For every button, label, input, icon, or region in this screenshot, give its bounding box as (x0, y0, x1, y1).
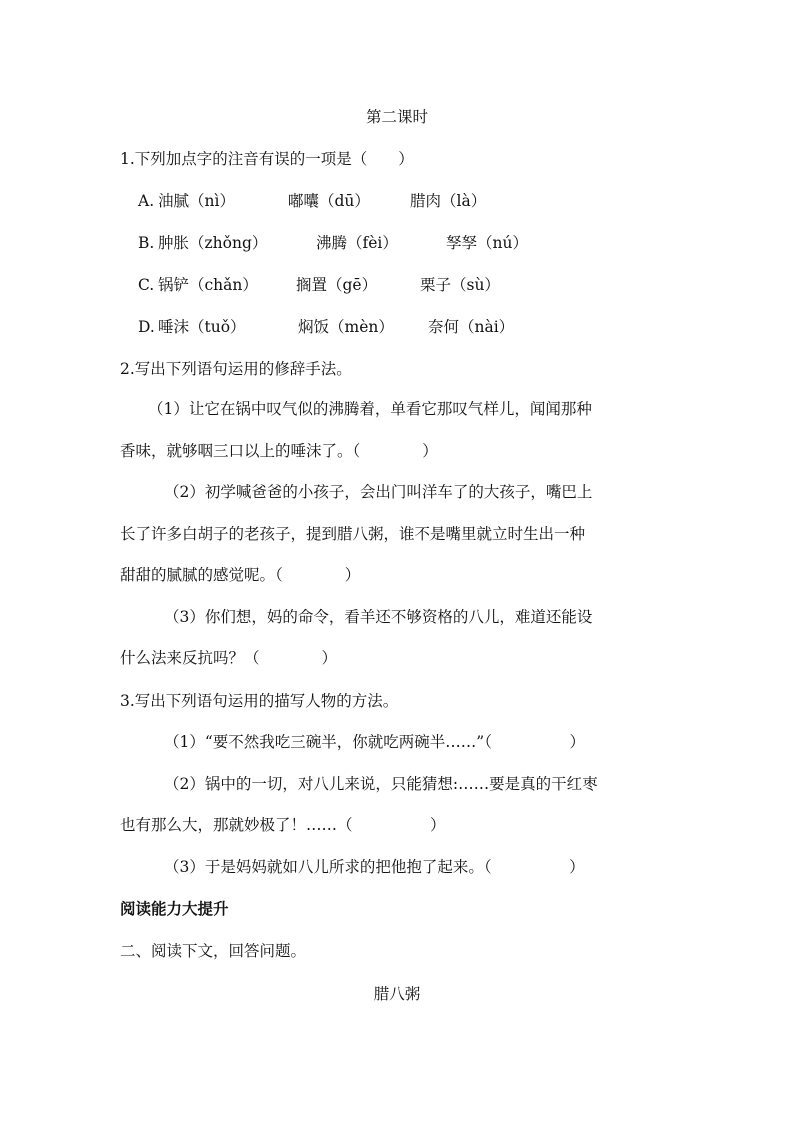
option-item: 搁置（gē） (296, 276, 378, 294)
q3-sentence-2-line-2: 也有那么大，那就妙极了！……（ ） (120, 816, 446, 834)
part-two-heading: 二、阅读下文，回答问题。 (120, 942, 307, 960)
option-label: C. (138, 276, 155, 294)
q3-stem: 3.写出下列语句运用的描写人物的方法。 (120, 692, 399, 710)
q2-sentence-1-line-1: （1）让它在锅中叹气似的沸腾着，单看它那叹气样儿，闻闻那种 (148, 400, 592, 418)
option-item: 油腻（nì） (158, 192, 235, 210)
option-item: 奈何（nài） (428, 318, 515, 336)
q2-stem: 2.写出下列语句运用的修辞手法。 (120, 360, 352, 378)
option-item: 焖饭（mèn） (298, 318, 394, 336)
option-label: D. (138, 318, 155, 336)
option-item: 腊肉（là） (410, 192, 487, 210)
option-item: 唾沫（tuǒ） (158, 318, 246, 336)
q2-sentence-2-line-2: 长了许多白胡子的老孩子，提到腊八粥，谁不是嘴里就立时生出一种 (120, 525, 586, 543)
q3-sentence-1: （1）“要不然我吃三碗半，你就吃两碗半……”（ ） (164, 733, 585, 751)
option-item: 栗子（sù） (420, 276, 500, 294)
q1-stem: 1.下列加点字的注音有误的一项是（ ） (120, 150, 414, 168)
option-label: B. (138, 234, 155, 252)
option-item: 孥孥（nú） (446, 234, 528, 252)
option-item: 沸腾（fèi） (316, 234, 398, 252)
section-heading: 阅读能力大提升 (120, 900, 229, 918)
q2-sentence-2-line-3: 甜甜的腻腻的感觉呢。（ ） (120, 566, 361, 584)
lesson-title: 第二课时 (365, 108, 428, 126)
q2-sentence-2-line-1: （2）初学喊爸爸的小孩子，会出门叫洋车了的大孩子，嘴巴上 (164, 483, 593, 501)
option-item: 嘟囔（dū） (288, 192, 370, 210)
q3-sentence-2-line-1: （2）锅中的一切，对八儿来说，只能猜想:……要是真的干红枣 (164, 775, 598, 793)
q2-sentence-3-line-2: 什么法来反抗吗？（ ） (120, 649, 338, 667)
option-item: 锅铲（chǎn） (158, 276, 258, 294)
q3-sentence-3: （3）于是妈妈就如八儿所求的把他抱了起来。（ ） (164, 858, 585, 876)
q2-sentence-1-line-2: 香味，就够咽三口以上的唾沫了。（ ） (120, 442, 438, 460)
article-title: 腊八粥 (373, 985, 421, 1003)
option-item: 肿胀（zhǒng） (158, 234, 268, 252)
option-label: A. (138, 192, 155, 210)
q2-sentence-3-line-1: （3）你们想，妈的命令，看羊还不够资格的八儿，难道还能设 (164, 608, 593, 626)
